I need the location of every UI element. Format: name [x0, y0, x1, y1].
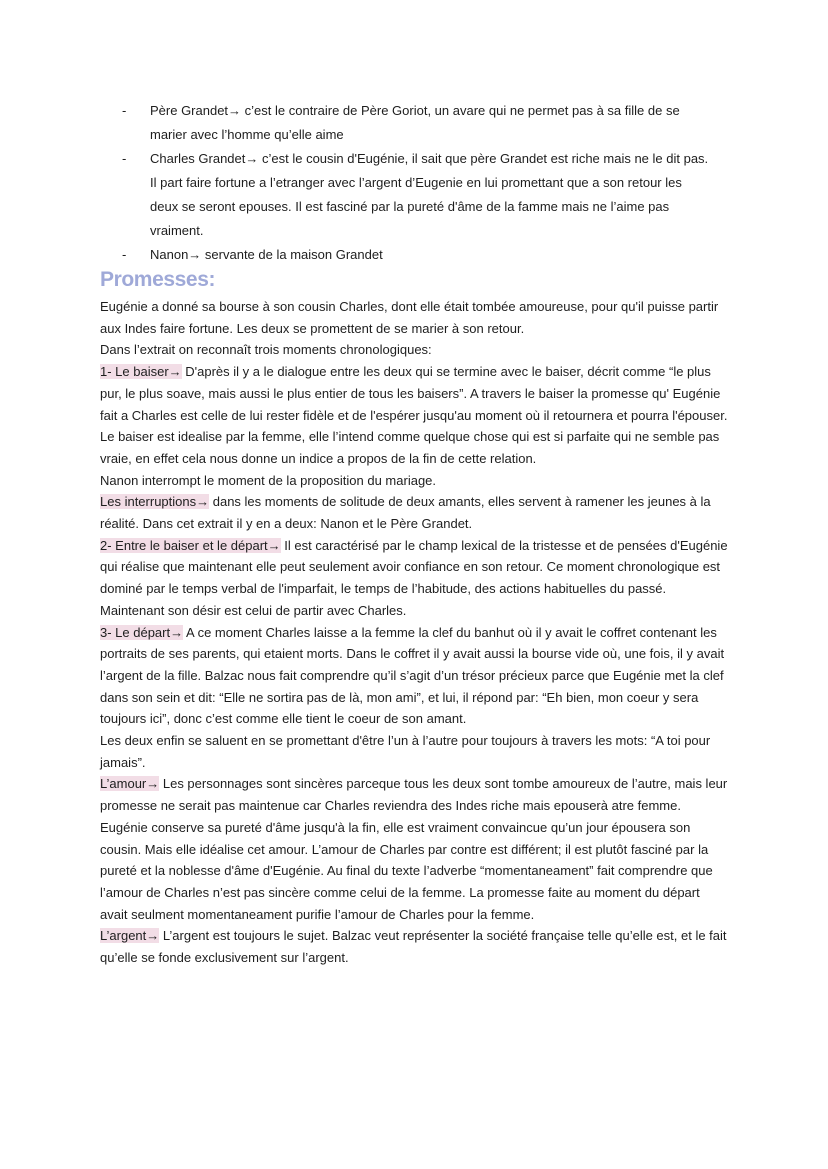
bullet-dash: -: [122, 247, 127, 262]
paragraph: [100, 925, 730, 968]
paragraph-text: Les personnages sont sincères parceque tous les deux sont tombe amoureux de l’autre, mais leur promesse ne serait pas maintenue car Charles reviendra des Indes riche mais epouserà atre femme. Eugénie conserve sa pureté d'âme jusqu'à la fin, elle est vraiment convaincue qu’un jour épousera son cousin. Mais elle idéalise cet amour. L’amour de Charles par contre est différent; il est plutôt fasciné par la pureté et la noblesse d'âme d'Eugénie. Au final du texte l’adverbe “momentaneament” fait comprendre que l’amour de Charles n’est pas sincère comme celui de la femme. La promesse faite au moment du départ avait seulment momentaneament purifie l’amour de Charles pour la femme.: [100, 776, 728, 922]
paragraph: [100, 773, 730, 925]
paragraph-text: D'après il y a le dialogue entre les deux qui se termine avec le baiser, décrit comme “le plus pur, le plus soave, mais aussi le plus entier de tous les baisers”. A travers le baiser la promesse qu' Eugénie fait a Charles est celle de lui rester fidèle et de l'espérer jusqu'au moment où il retournera et pourra l'épouser. Le baiser est idealise par la femme, elle l’intend comme quelque chose qui est si parfaite qui ne semble pas vraie, en effet cela nous donne un indice a propos de la fin de cette relation.: [100, 364, 728, 466]
section-heading: Promesses:: [100, 268, 216, 291]
paragraph-text: dans les moments de solitude de deux amants, elles servent à ramener les jeunes à la réalité. Dans cet extrait il y en a deux: Nanon et le Père Grandet.: [100, 494, 711, 532]
paragraph-text: A ce moment Charles laisse a la femme la clef du banhut où il y avait le coffret contenant les portraits de ses parents, qui etaient morts. Dans le coffret il y avait aussi la bourse vide où, une fois, il y avait l’argent de la fille. Balzac nous fait comprendre qu’il s’agit d’un trésor précieux parce que Eugénie met la clef dans son sein et dit: “Elle ne sortira pas de là, mon ami”, et lui, il répond par: “Eh bien, mon coeur y sera toujours ici”, donc c’est comme elle tient le coeur de son amant.: [100, 624, 725, 727]
highlighted-label: L’amour→: [100, 776, 160, 792]
paragraph-text: Il est caractérisé par le champ lexical de la tristesse et de pensées d'Eugénie qui réalise que maintenant elle peut seulement avoir confiance en son retour. Ce moment chronologique est dominé par le temps verbal de l'imparfait, le temps de l’habitude, des actions habituelles du passé. Maintenant son désir est celui de partir avec Charles.: [100, 537, 728, 618]
paragraph: [100, 491, 730, 534]
highlighted-label: Les interruptions→: [100, 494, 210, 510]
list-item-text: Charles Grandet→ c’est le cousin d'Eugénie, il sait que père Grandet est riche mais ne le dit pas. Il part faire fortune a l’etranger avec l’argent d’Eugenie en lui promettant que a son retour les deux se seront epouses. Il est fasciné par la pureté d'âme de la famme mais ne l’aime pas vraiment.: [150, 151, 709, 238]
paragraph: Nanon interrompt le moment de la proposition du mariage.: [100, 472, 437, 488]
paragraph: Dans l’extrait on reconnaît trois moments chronologiques:: [100, 342, 432, 358]
highlighted-label: 1- Le baiser→: [100, 364, 182, 380]
paragraph: Les deux enfin se saluent en se promettant d'être l’un à l’autre pour toujours à travers les mots: “A toi pour jamais”.: [100, 733, 711, 770]
paragraph: Eugénie a donné sa bourse à son cousin Charles, dont elle était tombée amoureuse, pour qu'il puisse partir aux Indes faire fortune. Les deux se promettent de se marier à son retour.: [100, 299, 719, 336]
character-list: [0, 99, 828, 267]
highlighted-label: 3- Le départ→: [100, 624, 184, 640]
paragraph: [100, 535, 730, 622]
highlighted-label: L’argent→: [100, 928, 160, 944]
list-item: [0, 147, 710, 243]
section-body: [100, 296, 730, 969]
bullet-dash: -: [122, 103, 127, 118]
paragraph-text: L’argent est toujours le sujet. Balzac veut représenter la société française telle qu’elle est, et le fait qu’elle se fonde exclusivement sur l’argent.: [100, 928, 727, 966]
list-item: [0, 99, 710, 147]
list-item: [0, 243, 710, 267]
list-item-text: Père Grandet→ c’est le contraire de Père Goriot, un avare qui ne permet pas à sa fille de se marier avec l’homme qu’elle aime: [150, 103, 680, 142]
highlighted-label: 2- Entre le baiser et le départ→: [100, 537, 281, 553]
bullet-dash: -: [122, 151, 127, 166]
paragraph: [100, 622, 730, 731]
paragraph: [100, 361, 730, 470]
list-item-text: Nanon→ servante de la maison Grandet: [150, 247, 383, 262]
